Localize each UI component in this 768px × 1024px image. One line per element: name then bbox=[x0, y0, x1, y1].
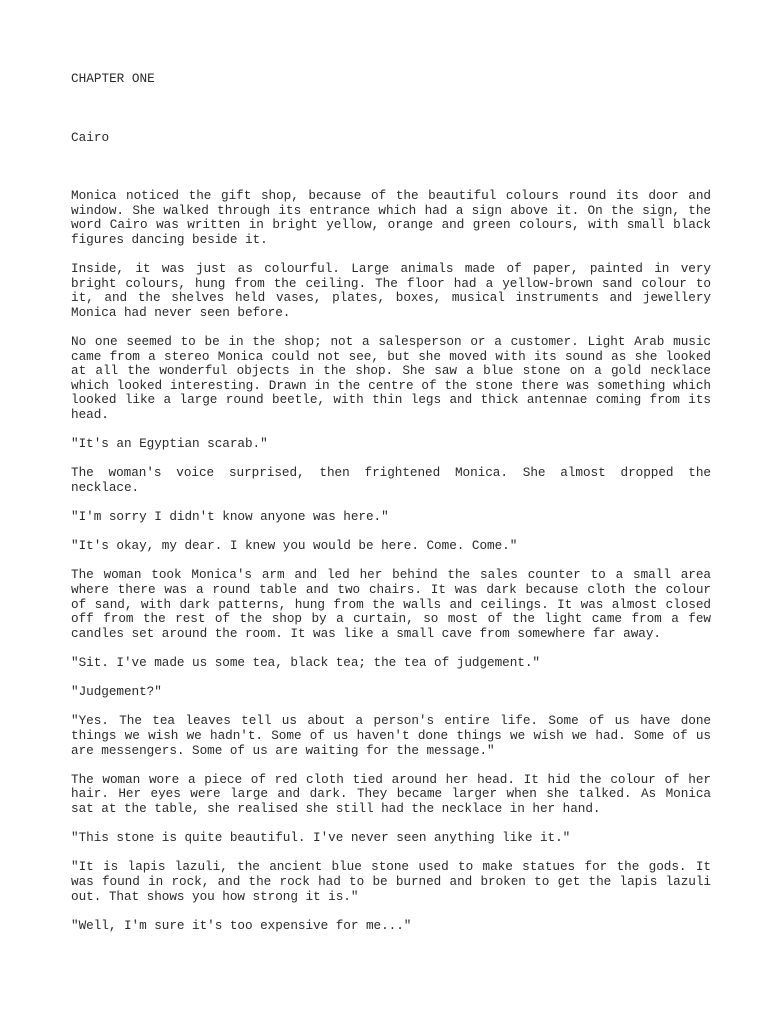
paragraph: The woman wore a piece of red cloth tied around her head. It hid the colour of her hair. Her eyes were large and dark. They became larger when she talked. As Monica sat at the table, she realised she still had the necklace in her hand. bbox=[71, 771, 719, 816]
paragraph: "This stone is quite beautiful. I've never seen anything like it." bbox=[71, 830, 571, 846]
paragraph: "Yes. The tea leaves tell us about a person's entire life. Some of us have done things we wish we hadn't. Some of us haven't done things we wish we had. Some of us are messengers. Some of us are waiting for the message." bbox=[71, 713, 719, 758]
paragraph: The woman's voice surprised, then frightened Monica. She almost dropped the necklace. bbox=[71, 465, 719, 495]
paragraph: "Sit. I've made us some tea, black tea; the tea of judgement." bbox=[71, 655, 540, 670]
paragraph: "Judgement?" bbox=[71, 684, 162, 700]
paragraph: "Well, I'm sure it's too expensive for me..." bbox=[71, 917, 412, 933]
paragraph: Monica noticed the gift shop, because of the beautiful colours round its door and window. She walked through its entrance which had a sign above it. On the sign, the word Cairo was written in bright yellow, orange and green colours, with small black figures dancing beside it. bbox=[71, 188, 719, 247]
paragraph: The woman took Monica's arm and led her behind the sales counter to a small area where there was a round table and two chairs. It was dark because cloth the colour of sand, with dark patterns, hung from the walls and ceilings. It was almost closed off from the rest of the shop by a curtain, so most of the light came from a few candles set around the room. It was like a small cave from somewhere far away. bbox=[71, 567, 719, 641]
paragraph: "It is lapis lazuli, the ancient blue stone used to make statues for the gods. It was found in rock, and the rock had to be burned and broken to get the lapis lazuli out. That shows you how strong it is." bbox=[71, 859, 719, 904]
paragraph: Inside, it was just as colourful. Large animals made of paper, painted in very bright colours, hung from the ceiling. The floor had a yellow-brown sand colour to it, and the shelves held vases, plates, boxes, musical instruments and jewellery Monica had never seen before. bbox=[71, 260, 719, 320]
location-heading: Cairo bbox=[71, 130, 110, 145]
paragraph: No one seemed to be in the shop; not a salesperson or a customer. Light Arab music came from a stereo Monica could not see, but she moved with its sound as she looked at all the wonderful objects in the shop. She saw a blue stone on a gold necklace which looked interesting. Drawn in the centre of the stone there was something which looked like a large round beetle, with thin legs and thick antennae coming from its head. bbox=[71, 333, 719, 422]
paragraph: "I'm sorry I didn't know anyone was here." bbox=[71, 509, 389, 525]
paragraph: "It's okay, my dear. I knew you would be here. Come. Come." bbox=[71, 538, 518, 554]
paragraph: "It's an Egyptian scarab." bbox=[71, 436, 268, 452]
chapter-heading: CHAPTER ONE bbox=[71, 71, 155, 86]
story-body bbox=[71, 188, 719, 948]
